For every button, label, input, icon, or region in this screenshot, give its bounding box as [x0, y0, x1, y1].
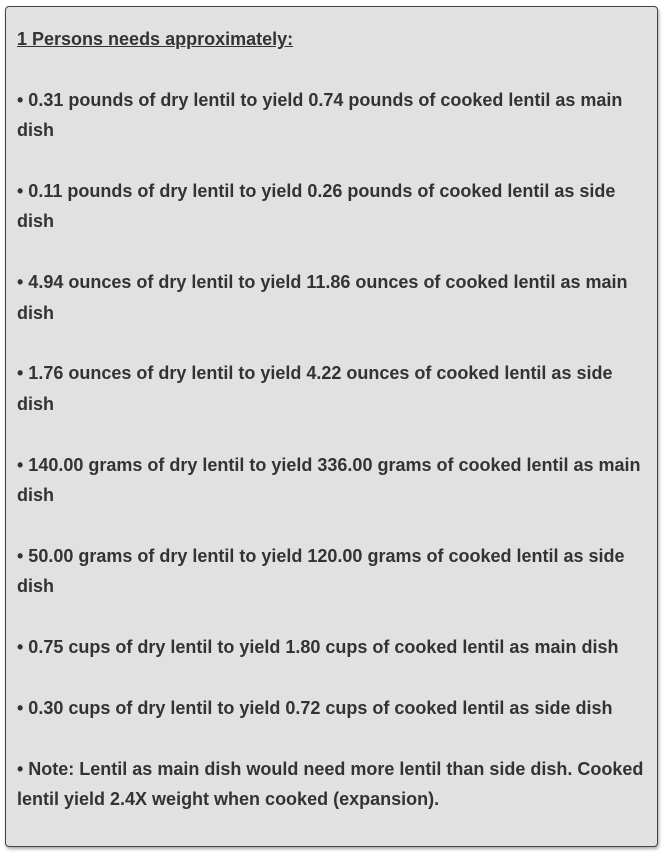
result-item-pounds-side: • 0.11 pounds of dry lentil to yield 0.26 pounds of cooked lentil as side dish: [17, 181, 616, 232]
result-panel: [5, 6, 658, 847]
result-item-cups-side: • 0.30 cups of dry lentil to yield 0.72 cups of cooked lentil as side dish: [17, 697, 613, 718]
result-item-grams-main: • 140.00 grams of dry lentil to yield 336.00 grams of cooked lentil as main dish: [17, 454, 641, 506]
result-item-ounces-side: • 1.76 ounces of dry lentil to yield 4.22 ounces of cooked lentil as side dish: [17, 363, 613, 414]
result-item-pounds-main: • 0.31 pounds of dry lentil to yield 0.74 pounds of cooked lentil as main dish: [17, 89, 623, 141]
result-item-cups-main: • 0.75 cups of dry lentil to yield 1.80 cups of cooked lentil as main dish: [17, 637, 619, 658]
result-item-ounces-main: • 4.94 ounces of dry lentil to yield 11.86 ounces of cooked lentil as main dish: [17, 272, 628, 323]
result-title: 1 Persons needs approximately:: [17, 29, 294, 49]
result-note: • Note: Lentil as main dish would need more lentil than side dish. Cooked lentil yield 2.4X weight when cooked (expansion).: [17, 758, 644, 810]
result-item-grams-side: • 50.00 grams of dry lentil to yield 120.00 grams of cooked lentil as side dish: [17, 545, 625, 597]
